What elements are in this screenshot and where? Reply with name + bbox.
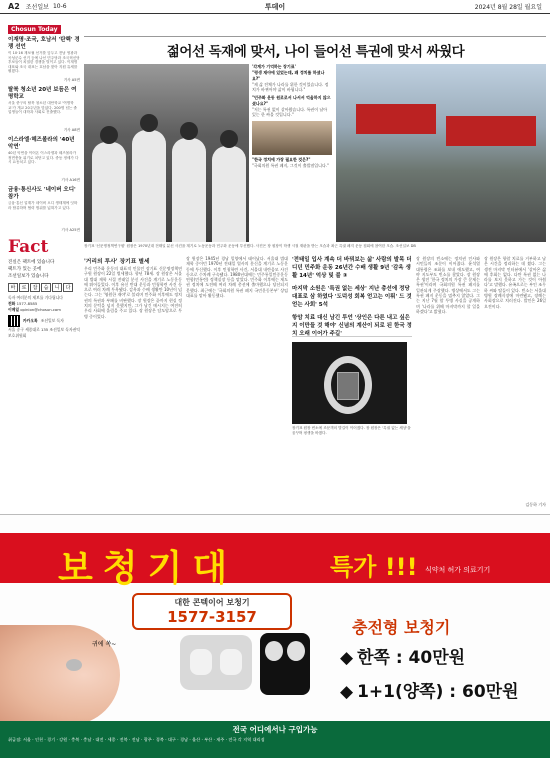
today-item-title: 이재명·조국, 호남서 '탄핵' 경쟁 선언 [8,37,80,50]
today-item-title: 금융·통신사도 '네이버 오디' 참가 [8,187,76,200]
interview-question: "평생 재야에 있었는데, 왜 정치를 하셨나요?" [252,70,325,81]
ad-title: 보청기대 [58,548,238,589]
today-item-body: 40년 악연을 이어온 이스라엘과 헤즈볼라가 정면충돌 위기로 치닫고 있다. 중동 정세가 다시 요동치고 있다. [8,151,79,165]
today-item[interactable] [8,187,80,233]
historic-trial-photo [84,64,249,242]
earbud-icon [190,649,212,675]
fact-contact [8,295,80,339]
ad-price-text: 한쪽 : 40만원 [357,648,466,668]
title-divider [84,36,546,37]
interview-answer: "국회의원 특권 폐지, 그것이 출발점입니다." [252,162,329,168]
ad-note: 식약처 허가 의료기기 [425,566,491,574]
chosun-today-label: Chosun Today [8,25,61,34]
phone-label: 전화 [8,301,16,306]
person-figure [92,142,126,242]
ad-phone-box[interactable] [132,593,292,630]
today-item[interactable] [8,37,80,83]
page-number: A2 [8,2,20,11]
hearing-aid-case [180,635,252,690]
interview-answer: "제 삶 전체가 나라를 위한 것이었습니다. 정치가 바뀌어야 삶이 바뀝니다." [252,81,329,93]
person-figure [132,130,166,242]
portrait-photo [252,121,332,155]
pull-quote: 항암 치료 대신 남긴 투언 '상인은 다른 내고 싶은지 이만들 것 해야' 신념의 계산이 되로 된 한국 정치 오래 이어가 주길' [292,315,412,337]
ad-footer-slogan: 전국 어디에서나 구입가능 [232,725,318,734]
hearing-aid-icon [66,659,82,671]
fact-letter: 습 [41,283,51,292]
protest-banner [446,116,536,146]
interview-box [252,64,332,242]
fact-slogan-line: 진실은 팩트에 있습니다 [8,260,55,265]
issue-date: 2024년 8월 28일 월요일 [474,4,542,11]
ear-photo [0,625,120,725]
article-byline: 김동하 기자 [525,502,546,507]
hearing-aid-ad[interactable] [0,514,550,758]
article-body-col2: 장 원장은 1945년 경남 밀양에서 태어났다. 서울대 법대 재학 중이던 1970년 전태일 열사의 분신을 계기로 노동운동에 투신했다. 이후 민청학련 사건, 서울대 내란음모 사건 등으로 수차례 구속됐다. 1980년대에는 민주통일민중운동연합(민통련) 정책실장 등을 맡았다. 민주화 이후에는 제도권 정치에 도전해 여러 차례 총선에 출마했으나 당선되지 못했다. 최근에는 '국회의원 특권 폐지 국민운동본부' 상임대표를 맡아 활동했다. [186,256,288,299]
protest-banner [356,104,436,134]
kakao-label: 카카오톡 [23,318,38,323]
contact-phone[interactable]: 1577-8585 [16,301,38,306]
today-item-body: 이 10·16 재보궐 선거를 앞두고 전남 영광과 곡성군수 선거 등에 나선 민주당과 조국혁신당 후보들이 치열한 경쟁을 벌이고 있다. 이재명 대표와 조국 대표는 호남을 찾아 지원 유세를 펼쳤다. [8,51,80,74]
altar-caption: 장기표 원장 빈소에 조문객의 발길이 이어졌다. 장 원장은 '특권 없는 세상'을 꿈꾸며 평생을 바쳤다. [292,426,411,435]
fact-letter: 바 [8,283,18,292]
today-item-ref: 기사 A8면 [63,128,80,132]
edition: 10-6 [52,3,67,10]
contact-address: 서울 중구 세종대로 135 조선일보 독자권익보호위원회 [8,327,80,338]
fact-logo: Fact [8,237,49,257]
fact-letter: 로 [19,283,29,292]
article-subhead: '거리의 투사' 장기표 별세 [84,259,150,265]
page-header [0,0,550,14]
interview-intro: '각계가 기억하는 장기표' [252,64,296,69]
qr-code-icon[interactable] [8,315,20,327]
contact-email[interactable]: opinion@chosun.com [20,307,61,312]
ad-phone-number[interactable]: 1577-3157 [167,608,257,626]
fact-slogan-line: 팩트가 있는 곳에 [8,267,42,272]
memorial-portrait [337,372,359,400]
fact-letter-boxes [8,283,80,292]
contact-note: 독자 여러분의 제보를 기다립니다 [8,295,63,300]
photo-caption: 장기표 '신문명정책연구원' 원장은 1970년대 전태일 분신 사건을 계기로 노동운동과 민주화 운동에 투신했다. 사진은 장 원장이 학생 시절 재판을 받는 모습과 최근 특권 폐지 운동 집회에 참여한 모습. 조선일보 DB [84,244,416,248]
paper-name: 조선일보 [25,4,49,11]
pull-quote: 마지막 소원은 '특권 없는 세상' 지난 총선에 정당 대표로 삼 하였다 '도덕성 회복 얻고는 이뤄' 드 것 얻는 사회' 5석 [292,286,412,308]
today-item[interactable] [8,87,80,133]
earbud-icon [265,641,283,661]
today-item-ref: 기사 A16면 [61,178,80,182]
interview-question: "민주화 운동 원로로서 나서서 억울하지 않으셨나요?" [252,95,331,106]
ad-special: 특가 !!! [330,553,418,581]
charger-case [260,633,310,695]
fact-letter: 잡 [30,283,40,292]
ad-phone-lead: 대한 콘텍이어 보청기 [174,598,250,607]
ad-footer [0,721,550,758]
fact-slogan-line: 조선일보가 있습니다 [8,274,49,279]
today-item-title: 이스라엘·헤즈볼라의 '40년 악연' [8,137,75,150]
today-item[interactable] [8,137,80,183]
earbud-icon [220,649,242,675]
article-body-col1: 우리 민주화 운동의 대표적 인물인 장기표 신문명정책연구원 원장이 22일 별세했다. 향년 78세. 장 원장은 서울대 법대 재학 시절 전태일 분신 사건을 계기로 노동운동에 뛰어들었다. 이후 유신 반대 운동과 민청학련 사건 등으로 여러 차례 투옥됐다. 감옥과 수배 생활만 10년이 넘는다. 그는 '영원한 재야'로 불리며 민주화 이후에도 정치권의 특권과 부패를 비판했다. 장 원장은 끝까지 현실 정치의 문턱을 넘지 못했지만, 그가 남긴 메시지는 여전히 우리 사회에 울림을 주고 있다. 장 원장은 담도암으로 투병 중이었다. [84,266,182,319]
ad-price-pair: ◆ 1+1(양쪽) : 60만원 [340,682,519,702]
ad-shop-list: 취급점: 서울 · 인천 · 경기 · 강원 · 충북 · 충남 · 대전 · 세종 · 전북 · 전남 · 광주 · 경북 · 대구 · 경남 · 울산 · 부산 · 제주 · 전국 각 지역 대리점 [8,737,265,742]
today-item-body: 금융·통신 업계가 네이버 오디 생태계에 잇따라 합류하며 협력 범위를 넓혀가고 있다. [8,201,78,210]
fact-slogan [8,259,80,280]
fact-letter: 다 [63,283,73,292]
today-item-body: 서울 중구의 탈북 청소년 대안학교 '여명학교'가 개교 20주년을 맞았다. 200명 넘는 졸업생들이 대학과 사회로 진출했다. [8,101,78,115]
ad-price-single: ◆ 한쪽 : 40만원 [340,648,466,668]
article-body-col3: 장 원장의 빈소에는 정치권 인사와 시민들의 조문이 이어졌다. 윤석열 대통령은 조화를 보내 애도했고, 여야 지도부도 빈소를 찾았다. 장 원장은 생전 '한국 정치의 가장 큰 문제는 특권'이라며 국회의원 특권 폐지를 일관되게 주장했다. 병상에서도 그는 특권 폐지 운동을 멈추지 않았다. 그는 지난 7월 암 투병 사실을 공개하며 '나라를 위해 마지막까지 할 일을 하겠다'고 밝혔다. [416,256,480,314]
funeral-altar-photo [292,342,407,424]
today-item-ref: 기사 A5면 [63,78,80,82]
email-label: 이메일 [8,307,20,312]
interview-answer: "저는 특권 없이 살아왔습니다. 특권이 남아 있는 한 싸울 것입니다." [252,107,328,118]
ad-product-title: 충전형 보청기 [352,618,451,637]
today-item-title: 탈북 청소년 20년 보듬은 여명학교 [8,87,77,100]
article-body-col4: 장 원장은 항암 치료를 거부하고 남은 시간을 정리하는 데 썼다. 그는 생전 마지막 인터뷰에서 '살아온 삶에 후회는 없다. 다만 특권 없는 나라를 보지 못하고 가는 것이 아쉽다'고 말했다. 유족으로는 부인 조무하 씨와 딸들이 있다. 빈소는 서울대병원 장례식장에 마련됐고, 장례는 사회장으로 치러진다. 발인은 26일 오전이다. [484,256,546,309]
pull-quote: '전태일 입사 계속 더 바꿔보는 삶' 사람의 발목 더디던 민주화 운동 26년간 수배 생활 9년 '감옥 생활 14년' 억상 및 불 ③ [292,257,412,279]
kakao-id[interactable]: 조선일보 독자 [40,318,64,323]
today-item-ref: 기사 A25면 [61,228,80,232]
fact-letter: 니 [52,283,62,292]
person-figure [172,138,206,242]
earbud-icon [287,641,305,661]
interview-question: "한국 정치에 가장 필요한 것은?" [252,156,311,162]
ad-price-text: 1+1(양쪽) : 60만원 [357,682,519,702]
section-name: 투데이 [264,2,286,11]
ear-label: 귀에 쏙~ [92,641,117,648]
left-column [8,16,80,416]
pull-divider [292,336,412,337]
person-figure [212,146,246,242]
article-headline: 젊어선 독재에 맞서, 나이 들어선 특권에 맞서 싸웠다 [166,44,465,60]
rally-photo [336,64,546,242]
pull-quotes [292,256,412,343]
